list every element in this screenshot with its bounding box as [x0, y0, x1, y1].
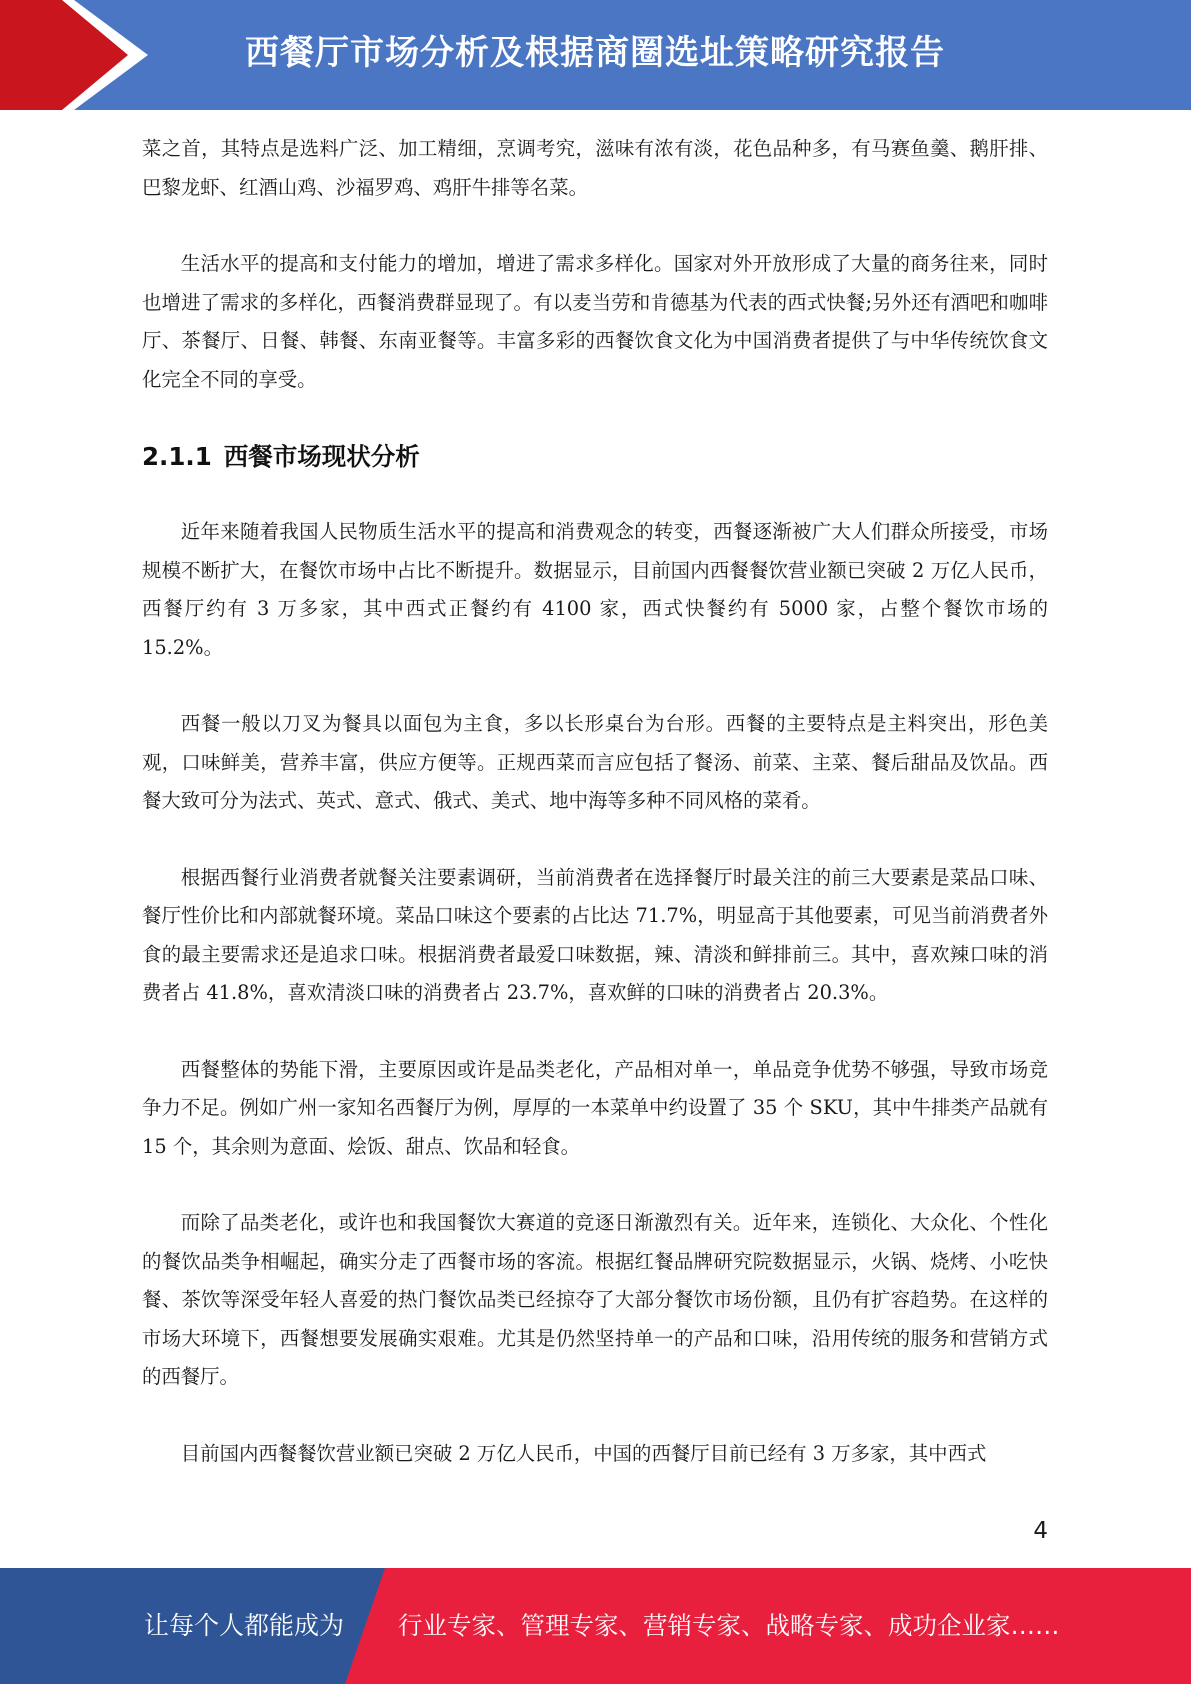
section-number: 2.1.1	[142, 442, 212, 471]
page-footer	[0, 1568, 1191, 1684]
header-chevron-decoration	[0, 0, 160, 110]
footer-slogan-left: 让每个人都能成为	[144, 1611, 345, 1640]
body-paragraph: 而除了品类老化，或许也和我国餐饮大赛道的竞逐日渐激烈有关。近年来，连锁化、大众化、个性化的餐饮品类争相崛起，确实分走了西餐市场的客流。根据红餐品牌研究院数据显示，火锅、烧烤、小吃快餐、茶饮等深受年轻人喜爱的热门餐饮品类已经掠夺了大部分餐饮市场份额，且仍有扩容趋势。在这样的市场大环境下，西餐想要发展确实艰难。尤其是仍然坚持单一的产品和口味，沿用传统的服务和营销方式的西餐厅。	[142, 1211, 1048, 1388]
body-paragraph: 西餐一般以刀叉为餐具以面包为主食，多以长形桌台为台形。西餐的主要特点是主料突出，形色美观，口味鲜美，营养丰富，供应方便等。正规西菜而言应包括了餐汤、前菜、主菜、餐后甜品及饮品。西餐大致可分为法式、英式、意式、俄式、美式、地中海等多种不同风格的菜肴。	[142, 712, 1048, 812]
body-paragraph: 根据西餐行业消费者就餐关注要素调研，当前消费者在选择餐厅时最关注的前三大要素是菜品口味、餐厅性价比和内部就餐环境。菜品口味这个要素的占比达 71.7%，明显高于其他要素，可见当前消费者外食的最主要需求还是追求口味。根据消费者最爱口味数据，辣、清淡和鲜排前三。其中，喜欢辣口味的消费者占 41.8%，喜欢清淡口味的消费者占 23.7%，喜欢鲜的口味的消费者占 20.3%。	[142, 865, 1048, 1004]
body-paragraph: 目前国内西餐餐饮营业额已突破 2 万亿人民币，中国的西餐厅目前已经有 3 万多家，其中西式	[180, 1441, 987, 1465]
body-paragraph: 菜之首，其特点是选料广泛、加工精细，烹调考究，滋味有浓有淡，花色品种多，有马赛鱼羹、鹅肝排、巴黎龙虾、红酒山鸡、沙福罗鸡、鸡肝牛排等名菜。	[142, 137, 1048, 199]
page-header	[0, 0, 1191, 110]
section-heading	[142, 437, 1048, 477]
section-title: 西餐市场现状分析	[223, 442, 420, 471]
report-title: 西餐厅市场分析及根据商圈选址策略研究报告	[245, 33, 945, 73]
body-paragraph: 近年来随着我国人民物质生活水平的提高和消费观念的转变，西餐逐渐被广大人们群众所接受，市场规模不断扩大，在餐饮市场中占比不断提升。数据显示，目前国内西餐餐饮营业额已突破 2 万亿人民币，西餐厅约有 3 万多家，其中西式正餐约有 4100 家，西式快餐约有 5000 家，占整个餐饮市场的 15.2%。	[142, 520, 1048, 659]
footer-slogan-right: 行业专家、管理专家、营销专家、战略专家、成功企业家……	[398, 1611, 1060, 1640]
body-paragraph: 西餐整体的势能下滑，主要原因或许是品类老化，产品相对单一，单品竞争优势不够强，导致市场竞争力不足。例如广州一家知名西餐厅为例，厚厚的一本菜单中约设置了 35 个 SKU，其中牛排类产品就有 15 个，其余则为意面、烩饭、甜点、饮品和轻食。	[142, 1057, 1048, 1158]
body-paragraph: 生活水平的提高和支付能力的增加，增进了需求多样化。国家对外开放形成了大量的商务往来，同时也增进了需求的多样化，西餐消费群显现了。有以麦当劳和肯德基为代表的西式快餐;另外还有酒吧和咖啡厅、茶餐厅、日餐、韩餐、东南亚餐等。丰富多彩的西餐饮食文化为中国消费者提供了与中华传统饮食文化完全不同的享受。	[142, 252, 1048, 391]
page-number: 4	[1033, 1518, 1048, 1544]
document-body	[142, 130, 1048, 1511]
